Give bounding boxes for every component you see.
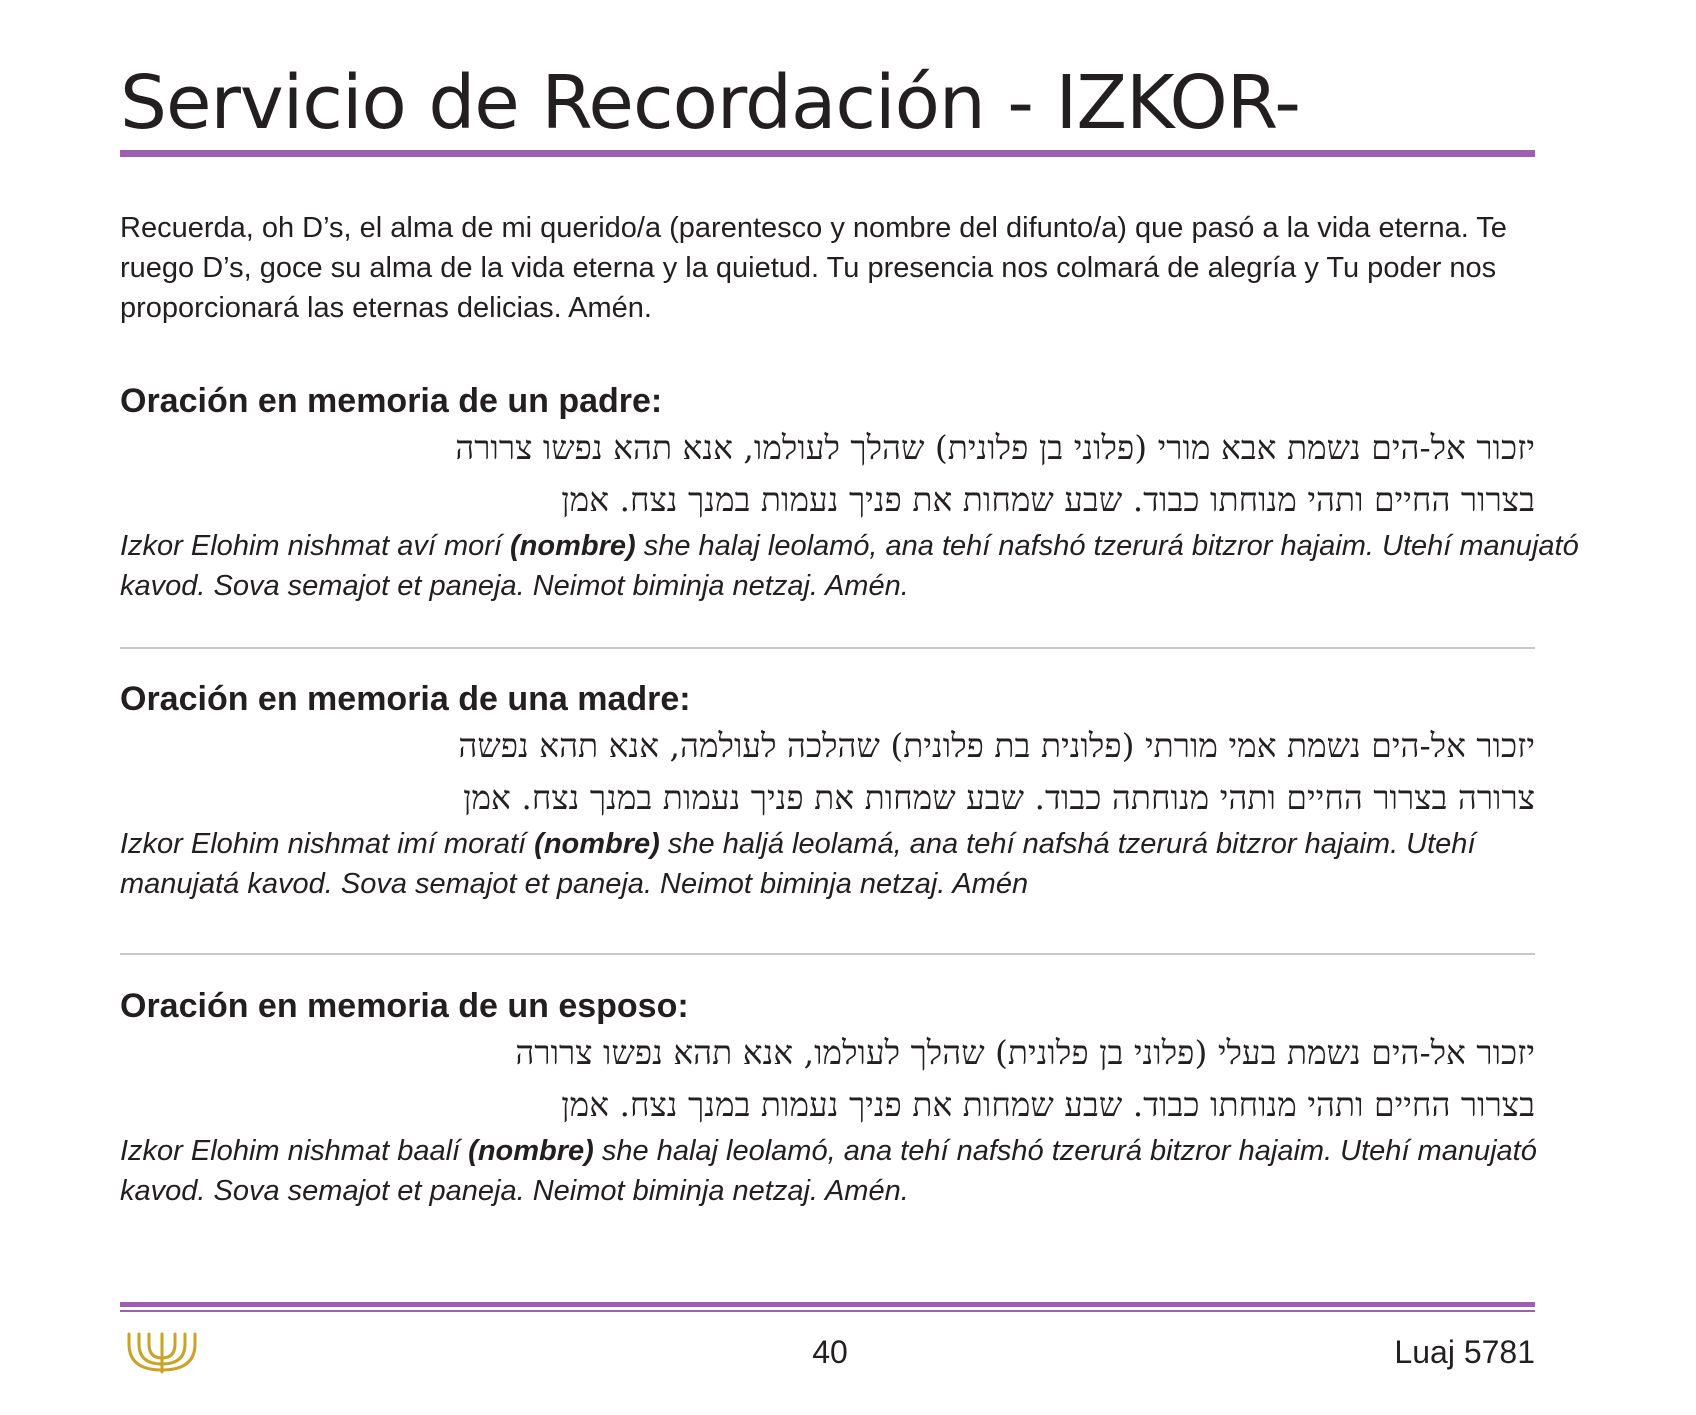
publication-label: Luaj 5781 <box>1394 1334 1535 1370</box>
hebrew-line: יזכור אל-הים נשמת בעלי (פלוני בן פלונית) שהלך לעולמו, אנא תהא נפשו צרורה <box>515 1033 1535 1072</box>
menorah-icon <box>125 1330 199 1374</box>
translit-text: she haljá leolamá, ana tehí nafshá tzerurá bitzror hajaim. Utehí manujatá kavod. Sova semajot et paneja. Neimot biminja netzaj. Amén <box>120 828 1476 900</box>
translit-text: Izkor Elohim nishmat aví morí <box>120 530 510 562</box>
title-underline <box>120 150 1535 157</box>
transliteration <box>120 1131 1580 1211</box>
footer-rule <box>120 1302 1535 1307</box>
section-divider <box>120 953 1535 955</box>
transliteration <box>120 824 1580 904</box>
translit-text: she halaj leolamó, ana tehí nafshó tzerurá bitzror hajaim. Utehí manujató kavod. Sova semajot et paneja. Neimot biminja netzaj. Amén. <box>120 530 1579 602</box>
translit-text: she halaj leolamó, ana tehí nafshó tzerurá bitzror hajaim. Utehí manujató kavod. Sova semajot et paneja. Neimot biminja netzaj. Amén. <box>120 1135 1537 1207</box>
section-heading: Oración en memoria de una madre: <box>120 680 691 718</box>
name-placeholder: (nombre) <box>468 1135 594 1167</box>
name-placeholder: (nombre) <box>534 828 660 860</box>
section-heading: Oración en memoria de un esposo: <box>120 987 689 1025</box>
translit-text: Izkor Elohim nishmat baalí <box>120 1135 469 1167</box>
hebrew-line: צרורה בצרור החיים ותהי מנוחתה כבוד. שבע שמחות את פניך נעמות במנך נצח. אמן <box>463 778 1535 817</box>
hebrew-line: יזכור אל-הים נשמת אמי מורתי (פלונית בת פלונית) שהלכה לעולמה, אנא תהא נפשה <box>458 726 1535 765</box>
section-divider <box>120 647 1535 649</box>
translit-text: Izkor Elohim nishmat imí moratí <box>120 828 535 860</box>
prayer-section-husband <box>120 985 1535 1211</box>
footer-rule <box>120 1310 1535 1312</box>
hebrew-line: בצרור החיים ותהי מנוחתו כבוד. שבע שמחות את פניך נעמות במנך נצח. אמן <box>561 480 1535 519</box>
page-title: Servicio de Recordación - IZKOR- <box>120 60 1300 146</box>
prayer-section-mother <box>120 678 1535 904</box>
section-heading: Oración en memoria de un padre: <box>120 382 663 420</box>
name-placeholder: (nombre) <box>510 530 636 562</box>
intro-paragraph: Recuerda, oh D’s, el alma de mi querido/a (parentesco y nombre del difunto/a) que pasó a la vida eterna. Te ruego D’s, goce su alma de la vida eterna y la quietud. Tu presencia nos colmará de alegría y Tu poder nos proporcionará las eternas delicias. Amén. <box>120 212 1507 324</box>
transliteration <box>120 526 1580 606</box>
hebrew-line: יזכור אל-הים נשמת אבא מורי (פלוני בן פלונית) שהלך לעולמו, אנא תהא נפשו צרורה <box>455 428 1535 467</box>
hebrew-line: בצרור החיים ותהי מנוחתו כבוד. שבע שמחות את פניך נעמות במנך נצח. אמן <box>561 1085 1535 1124</box>
page-number: 40 <box>812 1334 848 1370</box>
prayer-section-father <box>120 380 1579 606</box>
